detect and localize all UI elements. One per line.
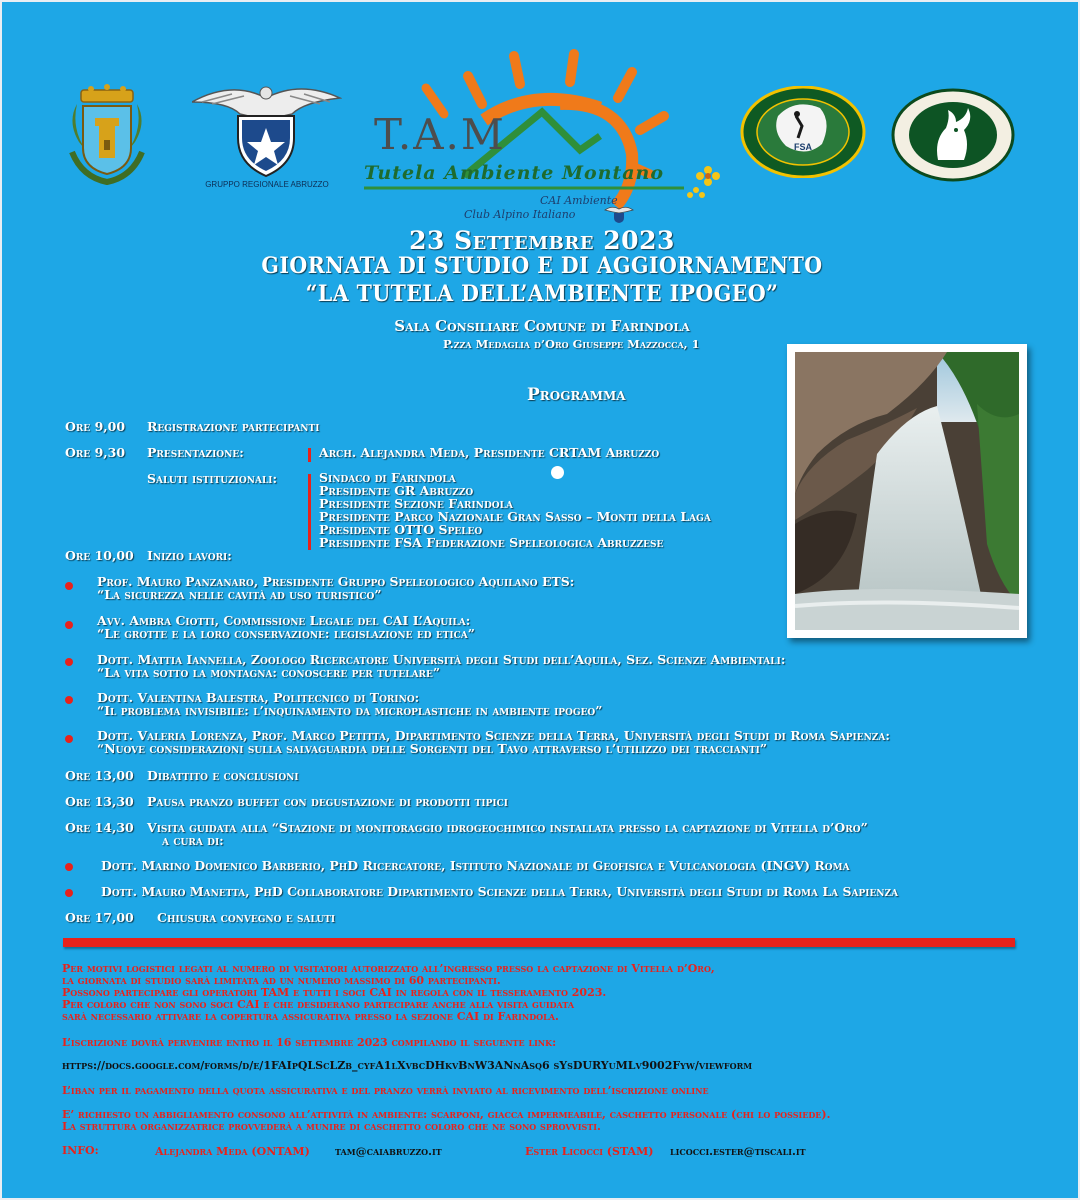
speaker-talk: “La sicurezza nelle cavità ad uso turistico” [97,587,382,602]
closing-text: Chiusura convegno e saluti [157,910,336,925]
event-date: 23 Settembre 2023 [409,226,675,255]
contact-name: Ester Licocci (STAM) [525,1145,654,1158]
cai-mini-eagle-icon [604,204,634,224]
cai-logo [192,80,342,192]
program-heading: Programma [527,385,626,405]
speaker-bullet [65,621,73,629]
saluti-label: Saluti istituzionali: [147,471,278,486]
registration-note: L’iscrizione dovrà pervenire entro il 16 settembre 2023 compilando il seguente link: [62,1036,557,1049]
venue-address: P.zza Medaglia d’Oro Giuseppe Mazzocca, 1 [443,337,700,351]
time-start: Ore 10,00 [65,548,134,563]
presentation-label: Presentazione: [147,445,244,460]
info-label: INFO: [62,1144,99,1157]
saluti-item: Presidente OTTO Speleo [319,522,483,537]
equipment-note-2: La struttura organizzatrice provvederà a munire di caschetto coloro che ne sono sprovvisti. [62,1120,601,1133]
speleo-federation-emblem-icon [740,86,866,178]
contact-email[interactable]: licocci.ester@tiscali.it [670,1145,806,1158]
time-closing: Ore 17,00 [65,910,134,925]
guide-bullet [65,889,73,897]
speaker-talk: “Il problema invisibile: l’inquinamento da microplastiche in ambiente ipogeo” [97,703,603,718]
speaker-name: Avv. Ambra Ciotti, Commissione Legale del CAI L’Aquila: [97,613,471,628]
saluti-item: Presidente Parco Nazionale Gran Sasso – Monti della Laga [319,509,711,524]
time-lunch: Ore 13,30 [65,794,134,809]
speaker-talk: “Le grotte e la loro conservazione: legislazione ed etica” [97,626,475,641]
contact-name: Alejandra Meda (ONTAM) [155,1145,310,1158]
contact-email[interactable]: tam@caiabruzzo.it [335,1145,442,1158]
saluti-item: Presidente FSA Federazione Speleologica Abruzzese [319,535,664,550]
note-line: Per motivi logistici legati al numero di visitatori autorizzato all’ingresso presso la captazione di Vitella d’Oro, [62,962,715,975]
guide-name: Dott. Marino Domenico Barberio, PhD Ricercatore, Istituto Nazionale di Geofisica e Vulcanologia (INGV) Roma [101,858,850,873]
note-line: Per coloro che non sono soci CAI e che desiderano partecipare anche alla visita guidata [62,998,575,1011]
lunch-text: Pausa pranzo buffet con degustazione di prodotti tipici [147,794,508,809]
speaker-name: Dott. Mattia Iannella, Zoologo Ricercatore Università degli Studi dell’Aquila, Sez. Scienze Ambientali: [97,652,786,667]
tam-title: T.A.M [374,110,506,159]
saluti-item: Presidente GR Abruzzo [319,483,474,498]
venue: Sala Consiliare Comune di Farindola [394,317,690,335]
fsa-initials: FSA [794,142,812,152]
registration-link[interactable]: https://docs.google.com/forms/d/e/1FAIpQLScLZb_cyfA1lXvbcDHkvBnW3ANnAsq6 sYsDURYuMLv9002Fyw/viewform [62,1059,753,1072]
waterfall-cave-image [787,344,1027,638]
time-registration: Ore 9,00 [65,419,126,434]
note-line: sarà necessario attivare la copertura assicurativa presso la sezione CAI di Farindola. [62,1010,559,1023]
speaker-bullet [65,658,73,666]
tam-caption-1: CAI Ambiente [540,194,618,207]
equipment-note: E’ richiesto un abbigliamento consono all’attività in ambiente: scarponi, giacca impermeabile, caschetto personale (chi lo possiede). [62,1108,831,1121]
saluti-item: Presidente Sezione Farindola [319,496,513,511]
speaker-talk: “La vita sotto la montagna: conoscere per tutelare” [97,665,441,680]
white-dot [551,466,564,479]
cai-caption: GRUPPO REGIONALE ABRUZZO [205,180,329,189]
cai-eagle-star-icon [192,80,342,178]
time-presentation: Ore 9,30 [65,445,126,460]
speaker-name: Prof. Mauro Panzanaro, Presidente Gruppo Speleologico Aquilano ETS: [97,574,575,589]
start-text: Inizio lavori: [147,548,232,563]
speaker-bullet [65,735,73,743]
speaker-bullet [65,582,73,590]
tam-caption-2: Club Alpino Italiano [464,208,576,221]
saluti-item: Sindaco di Farindola [319,470,456,485]
registration-text: Registrazione partecipanti [147,419,320,434]
saluti-bar [308,474,311,550]
red-divider [63,938,1015,947]
speaker-bullet [65,696,73,704]
note-line: Possono partecipare gli operatori TAM e tutti i soci CAI in regola con il tesseramento 2023. [62,986,607,999]
event-subtitle: “LA TUTELA DELL’AMBIENTE IPOGEO” [305,281,779,307]
note-line: la giornata di studio sarà limitata ad un numero massimo di 60 partecipanti. [62,974,501,987]
guide-name: Dott. Mauro Manetta, PhD Collaboratore Dipartimento Scienze della Terra, Università degli Studi di Roma La Sapienza [101,884,899,899]
tam-subtitle: Tutela Ambiente Montano [364,162,665,184]
presentation-bar [308,448,311,462]
event-title: GIORNATA DI STUDIO E DI AGGIORNAMENTO [261,253,823,279]
fsa-logo [740,86,866,178]
tam-logo [364,46,730,226]
visit-text-2: a cura di: [162,833,224,848]
time-debate: Ore 13,00 [65,768,134,783]
visit-text: Visita guidata alla “Stazione di monitoraggio idrogeochimico installata presso la captazione di Vitella d’Oro” [147,820,868,835]
farindola-coat-of-arms-icon [57,82,157,190]
debate-text: Dibattito e conclusioni [147,768,299,783]
national-park-chamois-emblem-icon [890,88,1016,182]
speaker-name: Dott. Valentina Balestra, Politecnico di Torino: [97,690,420,705]
time-visit: Ore 14,30 [65,820,134,835]
presentation-text: Arch. Alejandra Meda, Presidente CRTAM Abruzzo [319,445,660,460]
guide-bullet [65,863,73,871]
waterfall-photo [787,344,1027,638]
speaker-talk: “Nuove considerazioni sulla salvaguardia delle Sorgenti del Tavo attraverso l’utilizzo dei traccianti” [97,741,768,756]
iban-note: L’iban per il pagamento della quota assicurativa e del pranzo verrà inviato al ricevimento dell’iscrizione online [62,1084,709,1097]
speaker-name: Dott. Valeria Lorenza, Prof. Marco Petitta, Dipartimento Scienze della Terra, Università degli Studi di Roma Sapienza: [97,728,890,743]
